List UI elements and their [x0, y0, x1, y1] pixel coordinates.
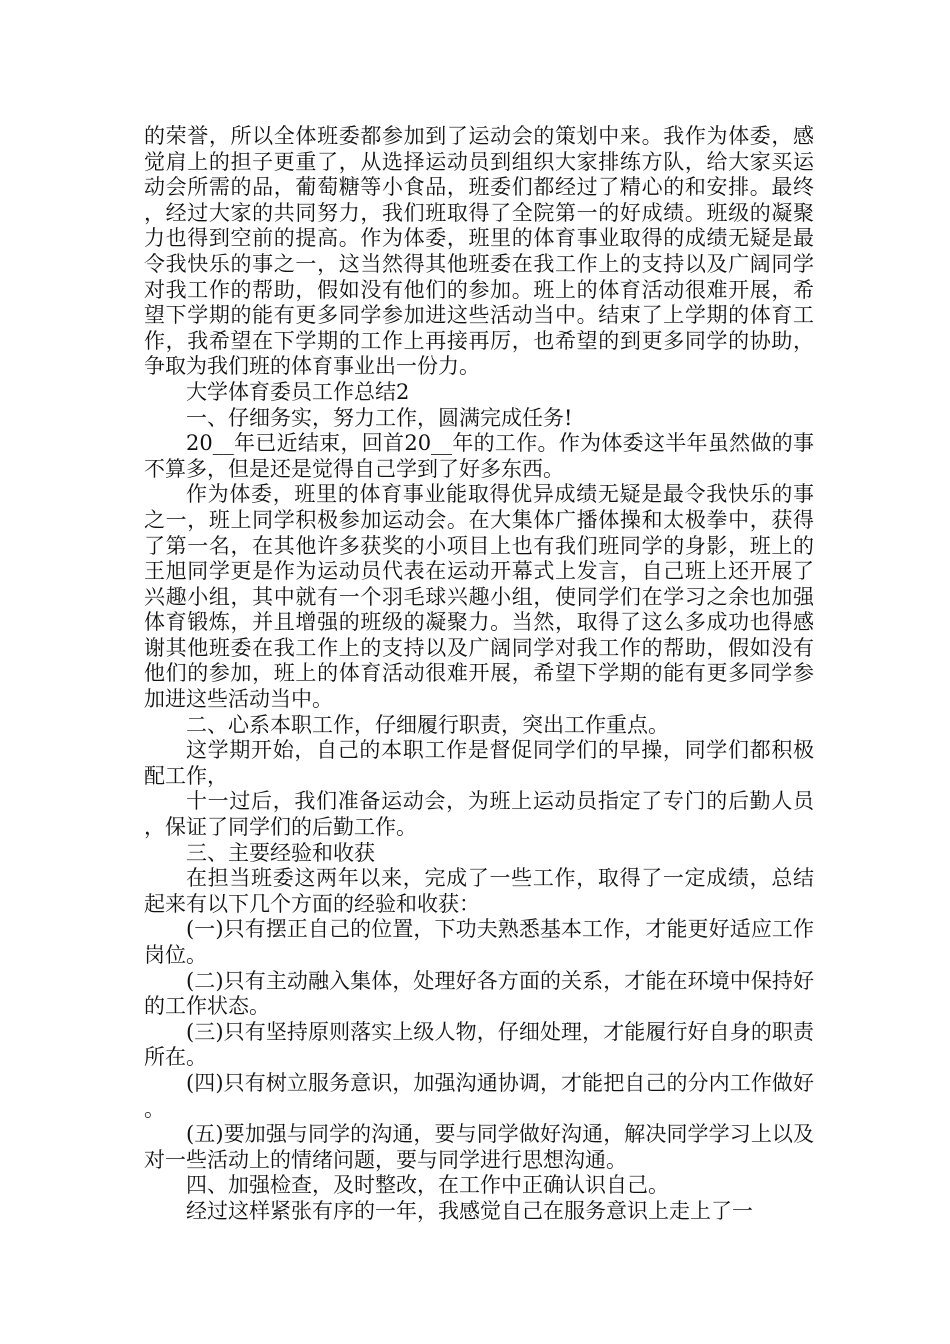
point-heading-3: 三、主要经验和收获 — [186, 840, 375, 865]
paragraph-7: 经过这样紧张有序的一年，我感觉自己在服务意识上走上了一 — [186, 1198, 753, 1223]
list-item-3: (三)只有坚持原则落实上级人物，仔细处理，才能履行好自身的职责所在。 — [144, 1019, 814, 1070]
list-item-5: (五)要加强与同学的沟通，要与同学做好沟通，解决同学学习上以及对一些活动上的情绪问题，要与同学进行思想沟通。 — [144, 1122, 814, 1172]
point-heading-2: 二、心系本职工作，仔细履行职责，突出工作重点。 — [186, 712, 669, 737]
point-heading-4: 四、加强检查，及时整改，在工作中正确认识自己。 — [186, 1173, 669, 1198]
section-heading-2: 大学体育委员工作总结2 — [186, 379, 410, 404]
paragraph-3: 作为体委，班里的体育事业能取得优异成绩无疑是最令我快乐的事之一，班上同学积极参加运动会。在大集体广播体操和太极拳中，获得了第一名，在其他许多获奖的小项目上也有我们班同学的身影，班上的王旭同学更是作为运动员代表在运动开幕式上发言，自己班上还开展了兴趣小组，其中就有一个羽毛球兴趣小组，使同学们在学习之余也加强体育锻炼，并且增强的班级的凝聚力。当然，取得了这么多成功也得感谢其他班委在我工作上的支持以及广阔同学对我工作的帮助，假如没有他们的参加，班上的体育活动很难开展，希望下学期的能有更多同学参加进这些活动当中。 — [144, 482, 814, 712]
list-item-2: (二)只有主动融入集体，处理好各方面的关系，才能在环境中保持好的工作状态。 — [144, 968, 814, 1019]
list-item-4: (四)只有树立服务意识，加强沟通协调，才能把自己的分内工作做好。 — [144, 1070, 814, 1121]
paragraph-2: 20__年已近结束，回首20__年的工作。作为体委这半年虽然做的事不算多，但是还是觉得自己学到了好多东西。 — [144, 431, 814, 481]
paragraph-4: 这学期开始，自己的本职工作是督促同学们的早操，同学们都积极配工作， — [144, 738, 814, 788]
paragraph-1: 的荣誉，所以全体班委都参加到了运动会的策划中来。我作为体委，感觉肩上的担子更重了，从选择运动员到组织大家排练方队，给大家买运动会所需的品，葡萄糖等小食品，班委们都经过了精心的和安排。最终，经过大家的共同努力，我们班取得了全院第一的好成绩。班级的凝聚力也得到空前的提高。作为体委，班里的体育事业取得的成绩无疑是最令我快乐的事之一，这当然得其他班委在我工作上的支持以及广阔同学对我工作的帮助，假如没有他们的参加。班上的体育活动很难开展，希望下学期的能有更多同学参加进这些活动当中。结束了上学期的体育工作，我希望在下学期的工作上再接再厉，也希望的到更多同学的协助，争取为我们班的体育事业出一份力。 — [144, 124, 814, 379]
point-heading-1: 一、仔细务实，努力工作，圆满完成任务! — [186, 405, 573, 430]
paragraph-5: 十一过后，我们准备运动会，为班上运动员指定了专门的后勤人员，保证了同学们的后勤工作。 — [144, 789, 814, 840]
list-item-1: (一)只有摆正自己的位置，下功夫熟悉基本工作，才能更好适应工作岗位。 — [144, 917, 814, 967]
document-body — [144, 124, 814, 1225]
paragraph-6: 在担当班委这两年以来，完成了一些工作，取得了一定成绩，总结起来有以下几个方面的经验和收获： — [144, 866, 814, 916]
